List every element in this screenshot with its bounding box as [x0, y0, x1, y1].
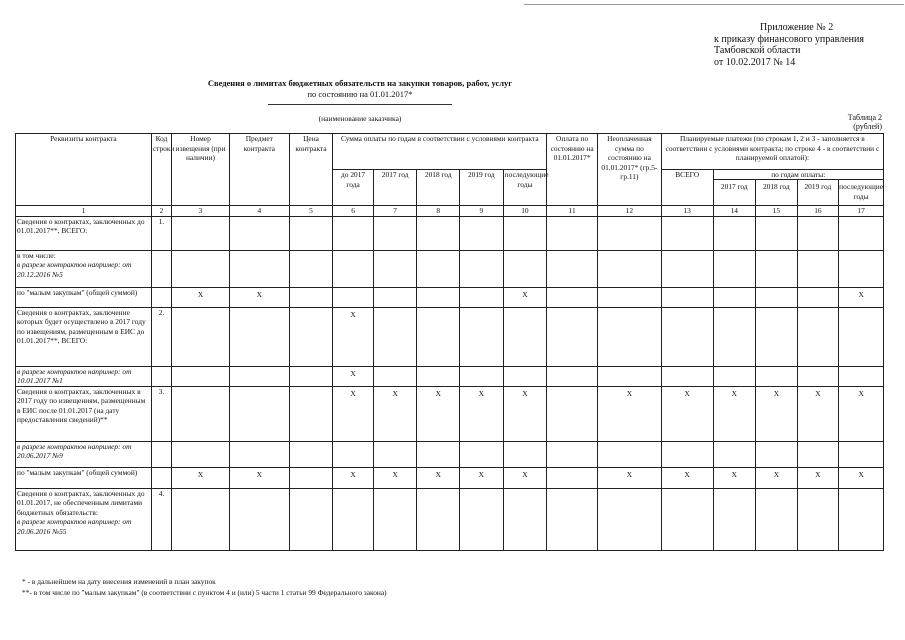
- table-cell: [547, 250, 598, 287]
- table-cell: X: [597, 386, 661, 441]
- table-cell: [713, 441, 756, 467]
- table-cell: [839, 441, 884, 467]
- table-cell: [172, 366, 230, 386]
- column-number: 14: [713, 206, 756, 217]
- column-number: 2: [151, 206, 171, 217]
- table-row: [16, 366, 884, 386]
- row-label: [16, 250, 152, 287]
- table-cell: [289, 287, 333, 307]
- header-2017: 2017 год: [373, 170, 417, 206]
- table-cell: [756, 366, 798, 386]
- table-cell: [713, 488, 756, 550]
- table-cell: [713, 366, 756, 386]
- row-code: 2.: [151, 307, 171, 366]
- table-cell: [417, 366, 460, 386]
- column-number: 1: [16, 206, 152, 217]
- header-contract-details: Реквизиты контракта: [16, 134, 152, 206]
- table-caption: [780, 113, 882, 131]
- table-cell: [756, 307, 798, 366]
- table-cell: X: [713, 467, 756, 488]
- table-cell: [417, 488, 460, 550]
- table-cell: X: [333, 467, 374, 488]
- table-cell: [661, 307, 713, 366]
- header-later-years: последующие годы: [503, 170, 547, 206]
- table-cell: [661, 441, 713, 467]
- table-cell: [713, 287, 756, 307]
- table-cell: X: [333, 386, 374, 441]
- table-cell: [547, 366, 598, 386]
- column-number: 15: [756, 206, 798, 217]
- table-cell: X: [460, 386, 504, 441]
- column-number: 17: [839, 206, 884, 217]
- table-cell: [503, 307, 547, 366]
- row-label-example: в разрезе контрактов например: от 20.06.2016 №55: [17, 517, 132, 536]
- header-total: ВСЕГО: [661, 170, 713, 206]
- table-cell: [333, 287, 374, 307]
- table-cell: [547, 488, 598, 550]
- table-row: [16, 386, 884, 441]
- table-row: [16, 216, 884, 250]
- column-number: 8: [417, 206, 460, 217]
- table-cell: [756, 441, 798, 467]
- table-cell: [172, 307, 230, 366]
- column-number-row: [16, 206, 884, 217]
- table-cell: [597, 250, 661, 287]
- table-cell: [373, 250, 417, 287]
- table-cell: X: [417, 467, 460, 488]
- table-row: [16, 488, 884, 550]
- column-number: 16: [797, 206, 839, 217]
- table-cell: [417, 287, 460, 307]
- table-cell: [597, 216, 661, 250]
- table-cell: [756, 216, 798, 250]
- table-number: Таблица 2: [847, 113, 882, 122]
- customer-name-line: [268, 104, 452, 105]
- header-paid-amount: Оплата по состоянию на 01.01.2017*: [547, 134, 598, 206]
- table-cell: [547, 386, 598, 441]
- row-label: [16, 386, 152, 441]
- table-cell: X: [333, 366, 374, 386]
- limits-table: [15, 133, 884, 551]
- table-cell: [661, 366, 713, 386]
- appendix-note: [714, 22, 904, 68]
- row-label: [16, 467, 152, 488]
- footnotes: [22, 576, 387, 598]
- table-cell: [503, 441, 547, 467]
- table-cell: [289, 386, 333, 441]
- header-plan-2018: 2018 год: [756, 180, 798, 205]
- column-number: 4: [229, 206, 289, 217]
- table-cell: [839, 488, 884, 550]
- table-cell: [547, 287, 598, 307]
- header-2018: 2018 год: [417, 170, 460, 206]
- table-cell: [713, 250, 756, 287]
- header-by-payment-year: [713, 170, 883, 206]
- table-cell: [172, 250, 230, 287]
- table-cell: [172, 441, 230, 467]
- table-cell: [797, 287, 839, 307]
- table-cell: [460, 488, 504, 550]
- header-plan-2017: 2017 год: [714, 180, 757, 205]
- table-cell: X: [661, 467, 713, 488]
- table-cell: [713, 216, 756, 250]
- table-cell: [373, 366, 417, 386]
- table-cell: [289, 216, 333, 250]
- row-label-text: Сведения о контрактах, заключенных в 2017 году по извещениям, размещенным в ЕИС после 01.01.2017 (на дату предоставления сведений)**: [17, 386, 146, 424]
- table-cell: [373, 441, 417, 467]
- column-number: 9: [460, 206, 504, 217]
- table-cell: [797, 488, 839, 550]
- footnote: * - в дальнейшем на дату внесения изменений в план закупок: [22, 577, 216, 586]
- table-row: [16, 467, 884, 488]
- column-number: 5: [289, 206, 333, 217]
- table-cell: [797, 441, 839, 467]
- table-cell: [797, 250, 839, 287]
- table-cell: [289, 441, 333, 467]
- table-cell: [713, 307, 756, 366]
- appendix-line: Тамбовской области: [714, 45, 801, 56]
- row-label-text: Сведения о контрактах, заключенных до 01.01.2017, не обеспеченным лимитами бюджетных обязательств:: [17, 488, 145, 517]
- footnote: **- в том числе по "малым закупкам" (в соответствии с пунктом 4 и (или) 5 части 1 статьи 99 Федерального закона): [22, 588, 387, 597]
- header-before-2017: до 2017 года: [333, 170, 374, 206]
- column-number: 3: [172, 206, 230, 217]
- appendix-line: к приказу финансового управления: [714, 33, 864, 45]
- header-planned-payments: Планируемые платежи (по строкам 1, 2 и 3 - заполняется в соответствии с условиями контракта; по строке 4 - в соответствии с планируемой оплатой):: [661, 134, 883, 170]
- row-label-text: в том числе:: [17, 250, 56, 260]
- row-code: [151, 441, 171, 467]
- row-label-text: в разрезе контрактов например: от 20.06.2017 №9: [17, 441, 132, 460]
- table-cell: [597, 488, 661, 550]
- table-cell: X: [229, 287, 289, 307]
- table-cell: [756, 287, 798, 307]
- table-cell: [547, 307, 598, 366]
- appendix-line: Приложение № 2: [760, 22, 834, 33]
- column-number: 10: [503, 206, 547, 217]
- table-cell: [289, 250, 333, 287]
- table-cell: [460, 366, 504, 386]
- table-cell: [373, 287, 417, 307]
- table-units: (рублей): [853, 122, 882, 131]
- table-cell: [547, 441, 598, 467]
- table-cell: [289, 467, 333, 488]
- table-cell: [289, 307, 333, 366]
- table-cell: X: [661, 386, 713, 441]
- table-cell: [460, 287, 504, 307]
- column-number: 7: [373, 206, 417, 217]
- row-code: [151, 366, 171, 386]
- table-body: [16, 216, 884, 550]
- table-cell: [661, 488, 713, 550]
- table-cell: [460, 216, 504, 250]
- table-cell: [597, 307, 661, 366]
- table-cell: X: [373, 386, 417, 441]
- table-cell: X: [503, 467, 547, 488]
- table-cell: [373, 488, 417, 550]
- table-cell: [460, 250, 504, 287]
- table-cell: X: [797, 386, 839, 441]
- table-cell: [503, 488, 547, 550]
- table-cell: X: [172, 467, 230, 488]
- table-row: [16, 250, 884, 287]
- table-cell: [797, 366, 839, 386]
- table-cell: [503, 216, 547, 250]
- table-cell: [417, 307, 460, 366]
- header-plan-2019: 2019 год: [798, 180, 840, 205]
- table-cell: [797, 307, 839, 366]
- row-label: [16, 216, 152, 250]
- row-code: [151, 250, 171, 287]
- table-cell: X: [503, 386, 547, 441]
- column-number: 12: [597, 206, 661, 217]
- row-label: [16, 287, 152, 307]
- table-row: [16, 307, 884, 366]
- row-label-example: в разрезе контрактов например: от 20.12.2016 №5: [17, 260, 132, 279]
- table-cell: [289, 488, 333, 550]
- table-cell: X: [460, 467, 504, 488]
- table-cell: X: [839, 386, 884, 441]
- header-contract-subject: Предмет контракта: [229, 134, 289, 206]
- table-cell: [417, 441, 460, 467]
- title-line-1: Сведения о лимитах бюджетных обязательств на закупки товаров, работ, услуг: [207, 78, 513, 88]
- header-by-payment-year-label: по годам оплаты:: [714, 170, 883, 180]
- header-notice-number: Номер извещения (при наличии): [172, 134, 230, 206]
- table-cell: [460, 441, 504, 467]
- table-cell: [229, 441, 289, 467]
- table-cell: [839, 216, 884, 250]
- table-cell: [172, 386, 230, 441]
- table-cell: [333, 441, 374, 467]
- table-cell: X: [503, 287, 547, 307]
- table-cell: [373, 216, 417, 250]
- column-number: 13: [661, 206, 713, 217]
- table-cell: [547, 467, 598, 488]
- table-cell: [229, 307, 289, 366]
- header-contract-price: Цена контракта: [289, 134, 333, 206]
- table-cell: [503, 366, 547, 386]
- table-cell: [661, 287, 713, 307]
- table-row: [16, 287, 884, 307]
- customer-caption: (наименование заказчика): [318, 114, 402, 123]
- header-unpaid-amount: Неоплаченная сумма по состоянию на 01.01.2017* (гр.5-гр.11): [597, 134, 661, 206]
- table-cell: [229, 366, 289, 386]
- table-cell: [597, 441, 661, 467]
- table-cell: [229, 216, 289, 250]
- table-cell: [797, 216, 839, 250]
- appendix-line: от 10.02.2017 № 14: [714, 56, 796, 68]
- row-label: [16, 366, 152, 386]
- row-label-text: по "малым закупкам" (общей суммой): [17, 287, 138, 297]
- table-cell: X: [756, 386, 798, 441]
- table-cell: [597, 287, 661, 307]
- row-label-text: Сведения о контрактах, заключенных до 01.01.2017**, ВСЕГО:: [17, 216, 145, 235]
- table-cell: [756, 488, 798, 550]
- table-cell: [229, 250, 289, 287]
- row-code: 3.: [151, 386, 171, 441]
- table-cell: [333, 488, 374, 550]
- header-row-code: Код строки: [151, 134, 171, 206]
- table-cell: [229, 386, 289, 441]
- row-label-text: в разрезе контрактов например: от 10.01.2017 №1: [17, 366, 132, 385]
- table-cell: [417, 250, 460, 287]
- table-cell: [661, 216, 713, 250]
- row-code: [151, 287, 171, 307]
- table-cell: [547, 216, 598, 250]
- table-cell: [333, 250, 374, 287]
- table-cell: [839, 250, 884, 287]
- table-cell: X: [172, 287, 230, 307]
- header-2019: 2019 год: [460, 170, 504, 206]
- table-cell: [229, 488, 289, 550]
- column-number: 11: [547, 206, 598, 217]
- table-cell: X: [417, 386, 460, 441]
- row-label: [16, 441, 152, 467]
- table-cell: X: [797, 467, 839, 488]
- row-label-text: по "малым закупкам" (общей суммой): [17, 467, 138, 477]
- row-code: 4.: [151, 488, 171, 550]
- table-cell: X: [597, 467, 661, 488]
- table-cell: [661, 250, 713, 287]
- header-plan-later: последующие годы: [839, 182, 883, 201]
- title-line-2: по состоянию на 01.01.2017*: [307, 89, 413, 99]
- table-cell: X: [756, 467, 798, 488]
- header-payment-by-years: Сумма оплаты по годам в соответствии с условиями контракта: [333, 134, 547, 170]
- table-cell: [839, 366, 884, 386]
- table-cell: X: [713, 386, 756, 441]
- table-cell: [172, 216, 230, 250]
- table-cell: X: [373, 467, 417, 488]
- table-cell: X: [333, 307, 374, 366]
- document-title: [150, 78, 570, 100]
- row-code: 1.: [151, 216, 171, 250]
- table-cell: [333, 216, 374, 250]
- table-cell: [373, 307, 417, 366]
- row-label: [16, 488, 152, 550]
- table-cell: [503, 250, 547, 287]
- table-cell: [417, 216, 460, 250]
- table-cell: X: [839, 287, 884, 307]
- table-cell: [756, 250, 798, 287]
- row-label: [16, 307, 152, 366]
- table-cell: [172, 488, 230, 550]
- table-cell: X: [839, 467, 884, 488]
- table-cell: X: [229, 467, 289, 488]
- row-label-text: Сведения о контрактах, заключение которых будет осуществлено в 2017 году по извещениям, размещенным в ЕИС до 01.01.2017**, ВСЕГО:: [17, 307, 146, 345]
- table-cell: [597, 366, 661, 386]
- top-rule: [524, 4, 904, 5]
- table-cell: [289, 366, 333, 386]
- table-row: [16, 441, 884, 467]
- column-number: 6: [333, 206, 374, 217]
- table-cell: [839, 307, 884, 366]
- table-cell: [460, 307, 504, 366]
- row-code: [151, 467, 171, 488]
